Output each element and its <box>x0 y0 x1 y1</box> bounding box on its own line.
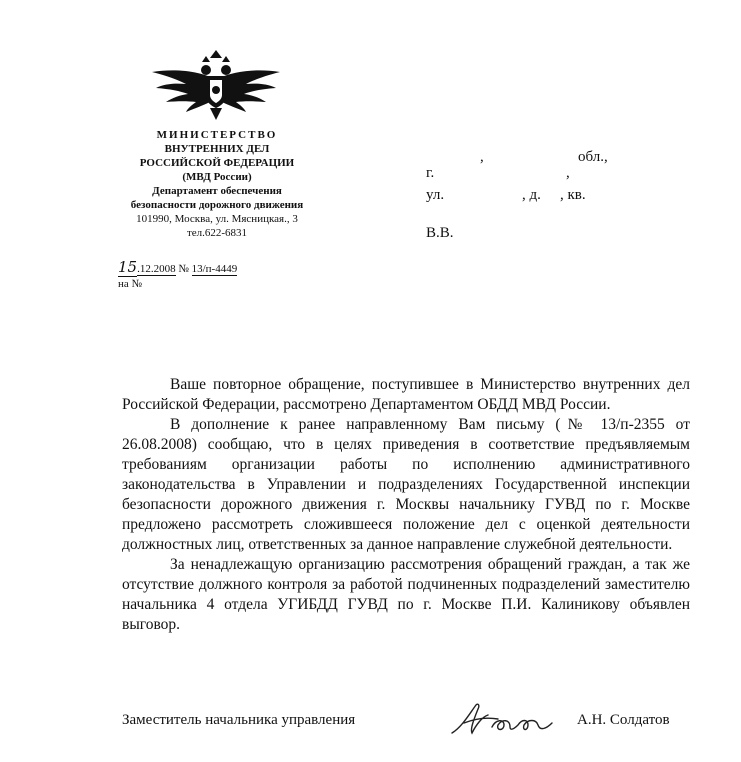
double-headed-eagle-emblem-icon <box>148 50 284 122</box>
outgoing-reference <box>118 258 237 276</box>
org-name-line3: РОССИЙСКОЙ ФЕДЕРАЦИИ <box>139 157 295 169</box>
handwritten-signature <box>448 697 566 741</box>
letter-day: 15 <box>118 258 138 276</box>
number-label: № <box>178 263 189 275</box>
department-line1: Департамент обеспечения <box>152 185 282 197</box>
signatory-name: А.Н. Солдатов <box>577 712 670 728</box>
letter-number: 13/п-4449 <box>191 263 238 275</box>
org-phone: тел.622-6831 <box>186 227 248 239</box>
letter-date: .12.2008 <box>137 263 176 275</box>
recipient-apartment: , кв. <box>560 187 586 203</box>
body-paragraph-1: Ваше повторное обращение, поступившее в Министерство внутренних дел Российской Федерации, рассмотрено Департаментом ОБДД МВД России. <box>122 376 690 413</box>
signatory-title: Заместитель начальника управления <box>122 712 356 728</box>
body-paragraph-3: За ненадлежащую организацию рассмотрения обращений граждан, а так же отсутствие должного контроля за работой подчиненных подразделений заместителю начальника 4 отдела УГИБДД ГУВД по г. Москве П.И. Калиникову объявлен выговор. <box>122 556 690 633</box>
body-paragraph-2: В дополнение к ранее направленному Вам письму (№ 13/п-2355 от 26.08.2008) сообщаю, что в целях приведения в соответствие предъявляемым требованиям организации работы по исполнению административного законодательства в Управлении и подразделениях Государственной инспекции безопасности дорожного движения г. Москвы начальнику ГУВД по г. Москве предложено рассмотреть сложившееся положение дел с оценкой деятельности должностных лиц, ответственных за данное направление служебной деятельности. <box>122 416 690 553</box>
letter-body <box>122 375 690 635</box>
recipient-region-comma: , <box>480 149 484 165</box>
recipient-city: г. <box>426 165 435 181</box>
recipient-initials: В.В. <box>426 225 454 241</box>
org-address: 101990, Москва, ул. Мясницкая., 3 <box>136 213 298 225</box>
recipient-region: обл., <box>578 149 608 165</box>
org-name-line1: МИНИСТЕРСТВО <box>156 129 278 141</box>
recipient-house: , д. <box>522 187 541 203</box>
org-name-line2: ВНУТРЕННИХ ДЕЛ <box>164 143 270 155</box>
org-name-line4: (МВД России) <box>182 171 252 183</box>
recipient-street: ул. <box>426 187 445 203</box>
department-line2: безопасности дорожного движения <box>130 199 304 211</box>
organization-header <box>112 128 322 240</box>
reply-to-reference: на № <box>118 278 143 290</box>
recipient-city-comma: , <box>566 165 570 181</box>
